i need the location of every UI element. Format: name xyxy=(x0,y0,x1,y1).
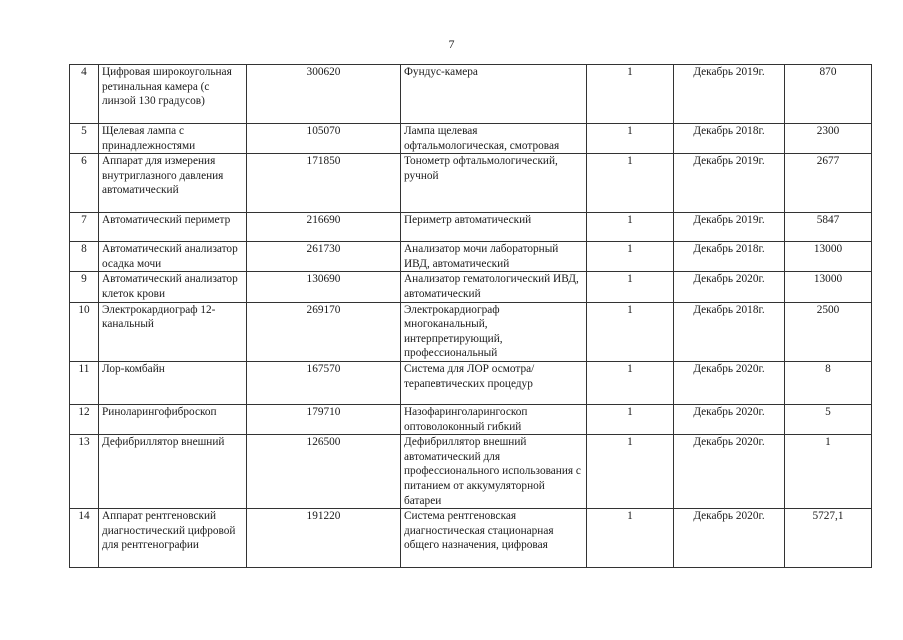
device-type-cell: Электрокардиограф многоканальный, интерпретирующий, профессиональный xyxy=(401,302,587,361)
nomenclature-code-cell: 261730 xyxy=(247,242,401,272)
equipment-name-cell: Цифровая широкоугольная ретинальная камера (с линзой 130 градусов) xyxy=(99,65,247,124)
equipment-name-cell: Автоматический анализатор осадка мочи xyxy=(99,242,247,272)
delivery-date-cell: Декабрь 2020г. xyxy=(674,272,785,302)
device-type-cell: Анализатор гематологический ИВД, автоматический xyxy=(401,272,587,302)
equipment-name-cell: Риноларингофиброскоп xyxy=(99,404,247,434)
quantity-cell: 1 xyxy=(587,435,674,509)
equipment-name-cell: Автоматический анализатор клеток крови xyxy=(99,272,247,302)
equipment-table xyxy=(69,64,872,568)
quantity-cell: 1 xyxy=(587,213,674,242)
equipment-name-cell: Аппарат для измерения внутриглазного давления автоматический xyxy=(99,154,247,213)
table-row xyxy=(70,361,872,404)
table-row xyxy=(70,124,872,154)
row-number-cell: 14 xyxy=(70,509,99,568)
delivery-date-cell: Декабрь 2018г. xyxy=(674,302,785,361)
equipment-name-cell: Автоматический периметр xyxy=(99,213,247,242)
nomenclature-code-cell: 216690 xyxy=(247,213,401,242)
row-number-cell: 10 xyxy=(70,302,99,361)
table-row xyxy=(70,65,872,124)
device-type-cell: Лампа щелевая офтальмологическая, смотровая xyxy=(401,124,587,154)
equipment-name-cell: Аппарат рентгеновский диагностический цифровой для рентгенографии xyxy=(99,509,247,568)
table-row xyxy=(70,302,872,361)
nomenclature-code-cell: 167570 xyxy=(247,361,401,404)
device-type-cell: Анализатор мочи лабораторный ИВД, автоматический xyxy=(401,242,587,272)
amount-cell: 2500 xyxy=(785,302,872,361)
quantity-cell: 1 xyxy=(587,65,674,124)
table-row xyxy=(70,509,872,568)
equipment-name-cell: Дефибриллятор внешний xyxy=(99,435,247,509)
nomenclature-code-cell: 269170 xyxy=(247,302,401,361)
delivery-date-cell: Декабрь 2019г. xyxy=(674,154,785,213)
delivery-date-cell: Декабрь 2019г. xyxy=(674,213,785,242)
row-number-cell: 9 xyxy=(70,272,99,302)
amount-cell: 5727,1 xyxy=(785,509,872,568)
table-row xyxy=(70,154,872,213)
amount-cell: 870 xyxy=(785,65,872,124)
table-row xyxy=(70,242,872,272)
table-row xyxy=(70,213,872,242)
nomenclature-code-cell: 300620 xyxy=(247,65,401,124)
amount-cell: 1 xyxy=(785,435,872,509)
device-type-cell: Назофаринголарингоскоп оптоволоконный гибкий xyxy=(401,404,587,434)
delivery-date-cell: Декабрь 2020г. xyxy=(674,361,785,404)
amount-cell: 5 xyxy=(785,404,872,434)
row-number-cell: 7 xyxy=(70,213,99,242)
delivery-date-cell: Декабрь 2020г. xyxy=(674,509,785,568)
nomenclature-code-cell: 179710 xyxy=(247,404,401,434)
equipment-name-cell: Щелевая лампа с принадлежностями xyxy=(99,124,247,154)
amount-cell: 8 xyxy=(785,361,872,404)
amount-cell: 5847 xyxy=(785,213,872,242)
delivery-date-cell: Декабрь 2018г. xyxy=(674,124,785,154)
amount-cell: 2677 xyxy=(785,154,872,213)
delivery-date-cell: Декабрь 2020г. xyxy=(674,435,785,509)
row-number-cell: 8 xyxy=(70,242,99,272)
equipment-name-cell: Электрокардиограф 12-канальный xyxy=(99,302,247,361)
quantity-cell: 1 xyxy=(587,361,674,404)
row-number-cell: 12 xyxy=(70,404,99,434)
quantity-cell: 1 xyxy=(587,272,674,302)
device-type-cell: Периметр автоматический xyxy=(401,213,587,242)
amount-cell: 2300 xyxy=(785,124,872,154)
nomenclature-code-cell: 130690 xyxy=(247,272,401,302)
row-number-cell: 6 xyxy=(70,154,99,213)
device-type-cell: Тонометр офтальмологический, ручной xyxy=(401,154,587,213)
quantity-cell: 1 xyxy=(587,509,674,568)
page-number: 7 xyxy=(448,37,455,51)
delivery-date-cell: Декабрь 2020г. xyxy=(674,404,785,434)
quantity-cell: 1 xyxy=(587,302,674,361)
quantity-cell: 1 xyxy=(587,124,674,154)
quantity-cell: 1 xyxy=(587,404,674,434)
amount-cell: 13000 xyxy=(785,272,872,302)
nomenclature-code-cell: 126500 xyxy=(247,435,401,509)
quantity-cell: 1 xyxy=(587,154,674,213)
table-row xyxy=(70,272,872,302)
device-type-cell: Фундус-камера xyxy=(401,65,587,124)
delivery-date-cell: Декабрь 2018г. xyxy=(674,242,785,272)
device-type-cell: Система рентгеновская диагностическая стационарная общего назначения, цифровая xyxy=(401,509,587,568)
amount-cell: 13000 xyxy=(785,242,872,272)
device-type-cell: Дефибриллятор внешний автоматический для профессионального использования с питанием от аккумуляторной батареи xyxy=(401,435,587,509)
nomenclature-code-cell: 191220 xyxy=(247,509,401,568)
table-row xyxy=(70,404,872,434)
device-type-cell: Система для ЛОР осмотра/терапевтических процедур xyxy=(401,361,587,404)
equipment-name-cell: Лор-комбайн xyxy=(99,361,247,404)
quantity-cell: 1 xyxy=(587,242,674,272)
delivery-date-cell: Декабрь 2019г. xyxy=(674,65,785,124)
row-number-cell: 11 xyxy=(70,361,99,404)
row-number-cell: 4 xyxy=(70,65,99,124)
row-number-cell: 5 xyxy=(70,124,99,154)
row-number-cell: 13 xyxy=(70,435,99,509)
nomenclature-code-cell: 105070 xyxy=(247,124,401,154)
table-row xyxy=(70,435,872,509)
nomenclature-code-cell: 171850 xyxy=(247,154,401,213)
